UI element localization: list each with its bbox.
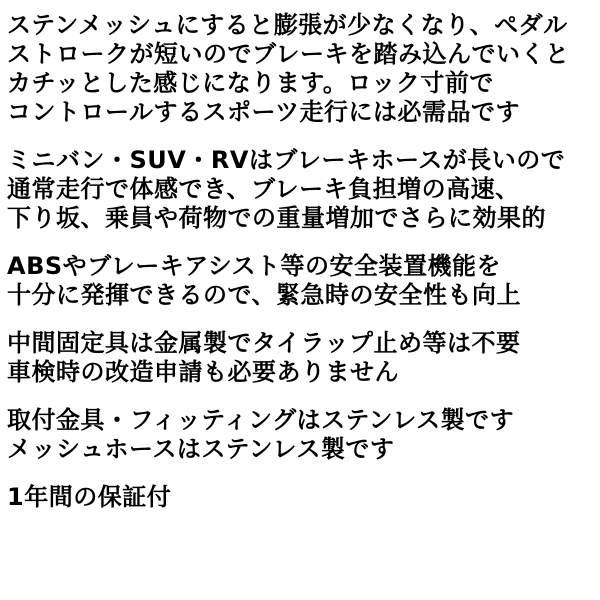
- text-line: 1年間の保証付: [7, 483, 172, 511]
- text-line: ステンメッシュにすると膨張が少なくなり、ペダル: [7, 11, 568, 39]
- text-line: コントロールするスポーツ走行には必需品です: [7, 98, 521, 126]
- paragraph-minivan-suv-rv: [7, 146, 596, 233]
- paragraph-warranty: [7, 483, 596, 512]
- paragraph-fixing-bracket: [7, 329, 596, 387]
- text-line: ミニバン・SUV・RVはブレーキホースが長いので: [7, 146, 566, 174]
- text-line: 十分に発揮できるので、緊急時の安全性も向上: [7, 281, 522, 309]
- text-line: 下り坂、乗員や荷物での重量増加でさらに効果的: [7, 204, 546, 232]
- text-line: 中間固定具は金属製でタイラップ止め等は不要: [7, 329, 521, 357]
- paragraph-pedal-feel: [7, 11, 596, 127]
- text-line: ABSやブレーキアシスト等の安全装置機能を: [7, 252, 502, 280]
- text-line: カチッとした感じになります。ロック寸前で: [7, 69, 494, 97]
- text-line: ストロークが短いのでブレーキを踏み込んでいくと: [7, 40, 570, 68]
- paragraph-stainless-material: [7, 406, 596, 464]
- text-line: 車検時の改造申請も必要ありません: [7, 358, 399, 386]
- text-line: メッシュホースはステンレス製です: [7, 435, 395, 463]
- paragraph-abs-safety: [7, 252, 596, 310]
- description-text-block: [7, 11, 596, 512]
- text-line: 取付金具・フィッティングはステンレス製です: [7, 406, 515, 434]
- text-line: 通常走行で体感でき、ブレーキ負担増の高速、: [7, 175, 520, 203]
